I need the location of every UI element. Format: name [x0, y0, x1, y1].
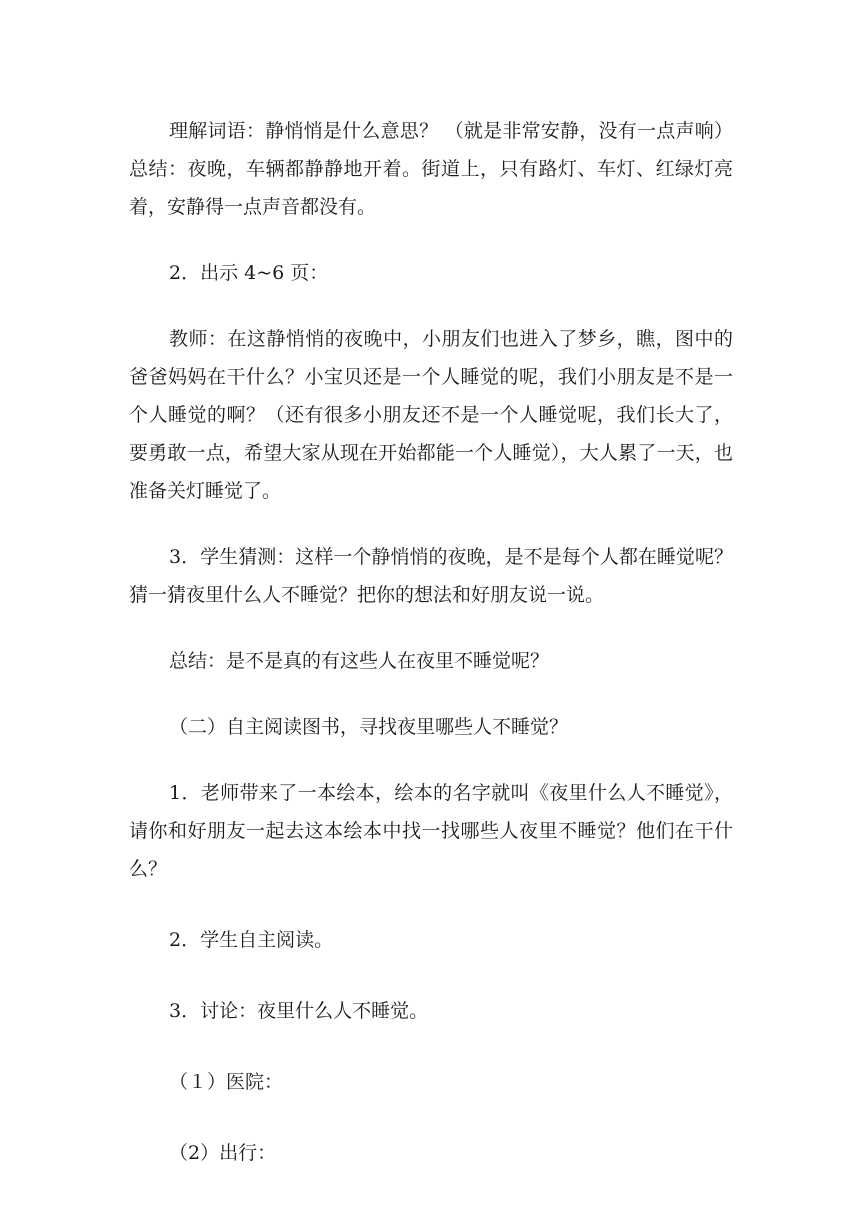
- paragraph-teacher: 教师：在这静悄悄的夜晚中，小朋友们也进入了梦乡，瞧，图中的爸爸妈妈在干什么？小宝贝还是一个人睡觉的呢，我们小朋友是不是一个人睡觉的啊？（还有很多小朋友还不是一个人睡觉呢，我们长大了，要勇敢一点，希望大家从现在开始都能一个人睡觉），大人累了一天，也准备关灯睡觉了。: [129, 328, 733, 502]
- paragraph-discussion: 3．讨论：夜里什么人不睡觉。: [169, 1000, 429, 1022]
- paragraph-self-reading: 2．学生自主阅读。: [169, 929, 334, 951]
- paragraph-summary: 总结：是不是真的有这些人在夜里不睡觉呢？: [169, 650, 550, 672]
- paragraph-student-guess: 3．学生猜测：这样一个静悄悄的夜晚，是不是每个人都在睡觉呢？猜一猜夜里什么人不睡觉？把你的想法和好朋友说一说。: [129, 546, 733, 606]
- paragraph-picture-book: 1．老师带来了一本绘本，绘本的名字就叫《夜里什么人不睡觉》，请你和好朋友一起去这本绘本中找一找哪些人夜里不睡觉？他们在干什么？: [129, 782, 733, 880]
- document-body: [129, 112, 733, 1172]
- list-item-travel: （2）出行：: [169, 1142, 277, 1164]
- paragraph-show-pages: 2．出示 4~6 页：: [169, 262, 329, 284]
- section-heading-self-reading: （二）自主阅读图书，寻找夜里哪些人不睡觉？: [169, 716, 569, 738]
- paragraph-understand-words: 理解词语：静悄悄是什么意思？ （就是非常安静，没有一点声响）总结：夜晚，车辆都静静地开着。街道上，只有路灯、车灯、红绿灯亮着，安静得一点声音都没有。: [129, 120, 733, 218]
- list-item-hospital: （１）医院：: [169, 1071, 284, 1093]
